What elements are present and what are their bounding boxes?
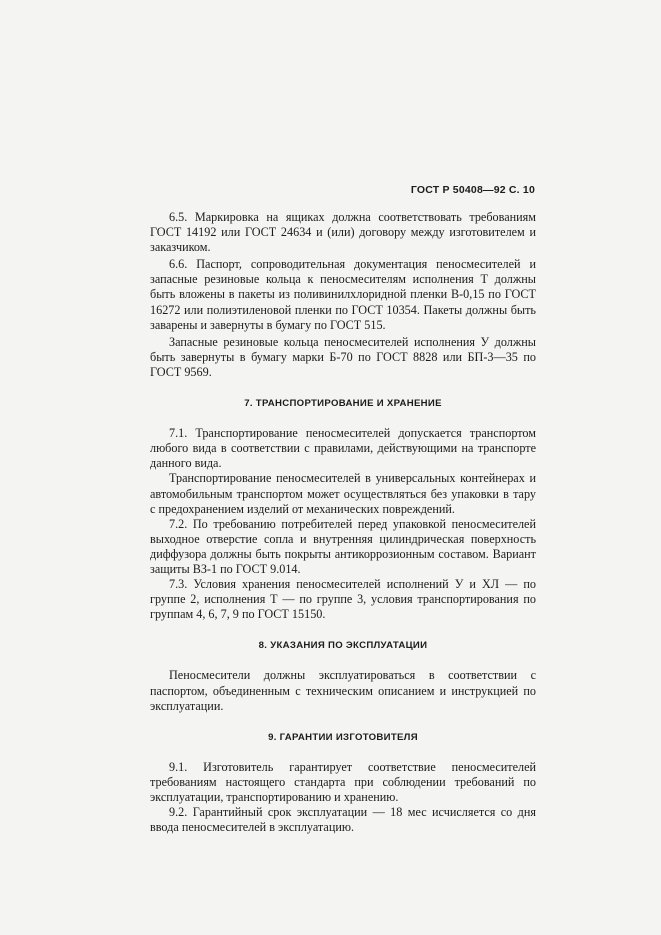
- section-heading-7: 7. ТРАНСПОРТИРОВАНИЕ И ХРАНЕНИЕ: [244, 398, 442, 410]
- section-heading-9: 9. ГАРАНТИИ ИЗГОТОВИТЕЛЯ: [268, 731, 418, 743]
- paragraph-spare-rings: Запасные резиновые кольца пеносмесителей исполнения У должны быть завернуты в бумагу марки Б-70 по ГОСТ 8828 или БП-3—35 по ГОСТ 9569.: [150, 334, 536, 379]
- paragraph-7-3: 7.3. Условия хранения пеносмесителей исполнений У и ХЛ — по группе 2, исполнения Т — по группе 3, условия транспортирования по группам 4, 6, 7, 9 по ГОСТ 15150.: [150, 577, 536, 622]
- page-header: ГОСТ Р 50408—92 С. 10: [410, 184, 535, 196]
- document-body: [150, 210, 536, 835]
- section-heading-8: 8. УКАЗАНИЯ ПО ЭКСПЛУАТАЦИИ: [258, 640, 428, 652]
- paragraph-7-2: 7.2. По требованию потребителей перед упаковкой пеносмесителей выходное отверстие сопла и внутренняя цилиндрическая поверхность диффузора должны быть покрыты антикоррозионным составом. Вариант защиты ВЗ-1 по ГОСТ 9.014.: [150, 516, 536, 576]
- paragraph-9-2: 9.2. Гарантийный срок эксплуатации — 18 мес исчисляется со дня ввода пеносмесителей в эксплуатацию.: [150, 805, 536, 835]
- paragraph-7-1: 7.1. Транспортирование пеносмесителей допускается транспортом любого вида в соответствии с правилами, действующими на транспорте данного вида.: [150, 426, 536, 471]
- paragraph-7-1-containers: Транспортирование пеносмесителей в универсальных контейнерах и автомобильным транспортом может осуществляться без упаковки в тару с предохранением изделий от механических повреждений.: [150, 471, 536, 516]
- paragraph-6-6: 6.6. Паспорт, сопроводительная документация пеносмесителей и запасные резиновые кольца к пеносмесителям исполнения Т должны быть вложены в пакеты из поливинилхлоридной пленки В-0,15 по ГОСТ 16272 или полиэтиленовой пленки по ГОСТ 10354. Пакеты должны быть заварены и завернуты в бумагу по ГОСТ 515.: [150, 257, 536, 332]
- paragraph-9-1: 9.1. Изготовитель гарантирует соответствие пеносмесителей требованиям настоящего стандарта при соблюдении требований по эксплуатации, транспортированию и хранению.: [150, 759, 536, 804]
- paragraph-8: Пеносмесители должны эксплуатироваться в соответствии с паспортом, объединенным с техническим описанием и инструкцией по эксплуатации.: [150, 668, 536, 713]
- paragraph-6-5: 6.5. Маркировка на ящиках должна соответствовать требованиям ГОСТ 14192 или ГОСТ 24634 и (или) договору между изготовителем и заказчиком.: [150, 210, 536, 255]
